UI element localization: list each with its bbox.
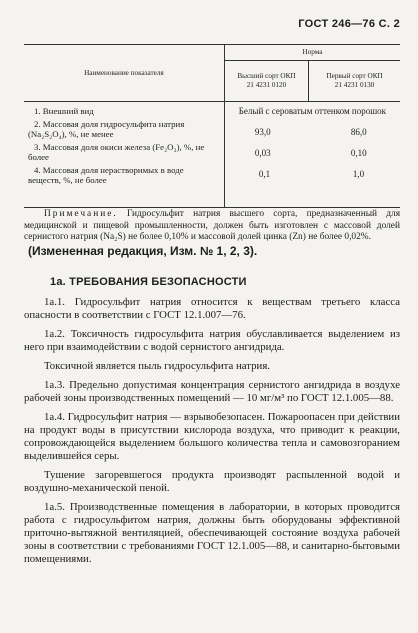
paragraph: 1а.2. Токсичность гидросульфита натрия обуславливается выделением из него при взаимодействии с водой сернистого ангидрида. <box>24 328 400 353</box>
cell-value: 0,10 <box>350 147 367 158</box>
cell-value: 86,0 <box>350 126 367 137</box>
column-header-grade2: Первый сорт ОКП 21 4231 0130 <box>326 71 383 89</box>
cell-value: 1,0 <box>352 168 365 179</box>
cell-value: 0,03 <box>254 147 271 158</box>
paragraph: 1а.4. Гидросульфит натрия — взрывобезопасен. Пожароопасен при действии на продукт воды в присутствии кислорода воздуха, что приводит к реакции, сопровождающейся выделением большого количества тепла и самовозгоранием выделившейся серы. <box>24 411 400 462</box>
column-header-grade1: Высший сорт ОКП 21 4231 0120 <box>224 60 308 101</box>
row-name: 4. Массовая доля нерастворимых в воде веществ, %, не более <box>28 164 184 185</box>
table-note <box>24 209 400 244</box>
cell-value: 93,0 <box>254 126 271 137</box>
paragraph: Токсичной является пыль гидросульфита натрия. <box>44 360 270 372</box>
section-body <box>24 296 400 572</box>
column-header-name: Наименование показателя <box>24 45 224 102</box>
table-names-cell <box>24 102 224 208</box>
table-values-cell <box>224 102 400 208</box>
section-title: 1а. ТРЕБОВАНИЯ БЕЗОПАСНОСТИ <box>50 276 247 288</box>
appearance-value: Белый с сероватым оттенком порошок <box>238 106 387 116</box>
cell-value: 0,1 <box>258 168 271 179</box>
paragraph: 1а.3. Предельно допустимая концентрация сернистого ангидрида в воздухе рабочей зоны производственных помещений — 10 мг/м³ по ГОСТ 12.1.005—88. <box>24 379 400 404</box>
paragraph: Тушение загоревшегося продукта производят распыленной водой и воздушно-механической пеной. <box>24 469 400 494</box>
paragraph: 1а.5. Производственные помещения в лаборатории, в которых проводится работа с гидросульфитом натрия, должны быть оборудованы эффективной приточно-вытяжной вентиляцией, обеспечивающей состояние воздуха рабочей зоны в соответствии с требованиями ГОСТ 12.1.005—88, и санитарно-бытовыми помещениями. <box>24 501 400 565</box>
note-text: Гидросульфит натрия высшего сорта, предназначенный для медицинской и пищевой промышленности, должен быть изготовлен с массовой долей сернистого натрия (Na₂S) не более 0,10% и массовой долей цинка (Zn) не более 0,02%. <box>24 209 401 243</box>
page-header: ГОСТ 246—76 С. 2 <box>298 18 400 30</box>
column-header-norm: Норма <box>224 45 400 61</box>
paragraph: 1а.1. Гидросульфит натрия относится к веществам третьего класса опасности в соответствии с ГОСТ 12.1.007—76. <box>24 296 400 321</box>
specs-table <box>24 44 400 208</box>
row-name: 3. Массовая доля окиси железа (Fe₂O₃), %, не более <box>28 141 205 162</box>
amendment-note: (Измененная редакция, Изм. № 1, 2, 3). <box>28 244 258 258</box>
note-label: Примечание. <box>44 209 118 219</box>
row-name: 2. Массовая доля гидросульфита натрия (Na₂S₂O₄), %, не менее <box>28 118 185 139</box>
row-name: 1. Внешний вид <box>34 106 94 116</box>
